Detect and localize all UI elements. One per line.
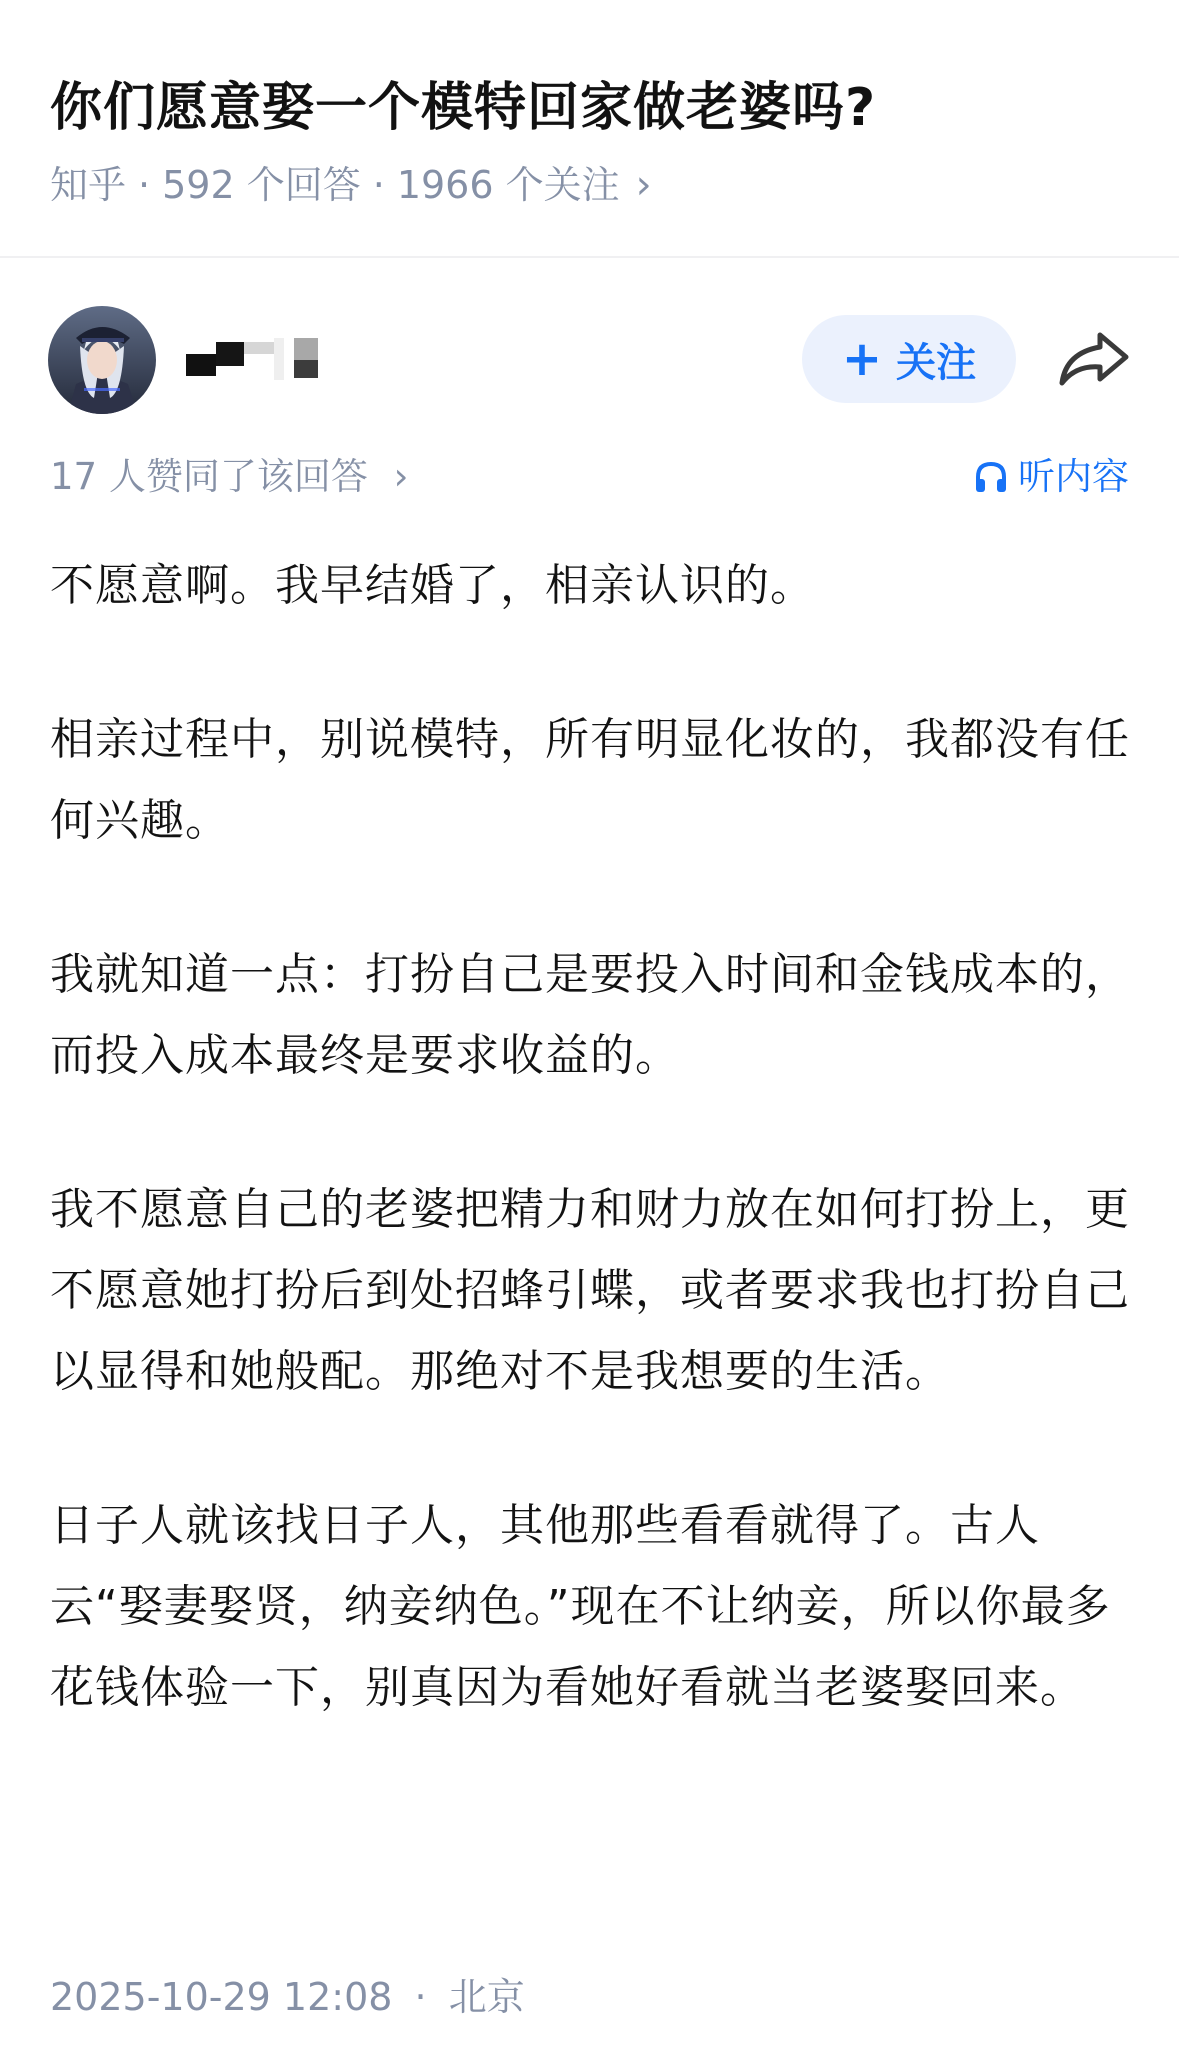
answer-count: 592 个回答	[162, 163, 361, 207]
listen-label: 听内容	[1018, 455, 1129, 498]
follow-button[interactable]	[802, 315, 1016, 403]
author-name-redacted	[186, 334, 336, 390]
upvote-summary[interactable]	[50, 450, 408, 504]
answer-body	[50, 545, 1130, 1801]
answer-location: 北京	[448, 1975, 525, 2019]
answer-paragraph: 日子人就该找日子人，其他那些看看就得了。古人云“娶妻娶贤，纳妾纳色。”现在不让纳妾，所以你最多花钱体验一下，别真因为看她好看就当老婆娶回来。	[50, 1500, 1111, 1713]
listen-button[interactable]	[974, 450, 1129, 504]
answer-paragraph: 相亲过程中，别说模特，所有明显化妆的，我都没有任何兴趣。	[50, 714, 1130, 846]
plus-icon: +	[841, 331, 883, 387]
share-arrow-icon[interactable]	[1056, 327, 1132, 391]
follow-label: 关注	[896, 339, 977, 386]
headphones-icon	[974, 460, 1008, 494]
follower-count: 1966 个关注	[396, 163, 620, 207]
answer-timestamp: 2025-10-29 12:08	[50, 1975, 393, 2019]
answer-paragraph: 我就知道一点：打扮自己是要投入时间和金钱成本的，而投入成本最终是要求收益的。	[50, 949, 1130, 1081]
footer-separator: ·	[414, 1975, 427, 2019]
answer-paragraph: 不愿意啊。我早结婚了，相亲认识的。	[50, 560, 815, 611]
author-row	[0, 300, 1179, 420]
meta-separator: ·	[372, 163, 385, 207]
meta-separator: ·	[138, 163, 151, 207]
question-title[interactable]: 你们愿意娶一个模特回家做老婆吗?	[50, 78, 877, 138]
answer-paragraph: 我不愿意自己的老婆把精力和财力放在如何打扮上，更不愿意她打扮后到处招蜂引蝶，或者要求我也打扮自己以显得和她般配。那绝对不是我想要的生活。	[50, 1184, 1130, 1397]
chevron-right-icon: ›	[393, 455, 409, 498]
question-header	[0, 0, 1179, 258]
answer-footer	[50, 1970, 525, 2024]
avatar[interactable]	[48, 306, 156, 414]
upvote-count: 17 人赞同了该回答	[50, 455, 368, 498]
chevron-right-icon: ›	[635, 162, 652, 208]
question-meta[interactable]	[50, 158, 652, 212]
question-source: 知乎	[50, 163, 127, 207]
